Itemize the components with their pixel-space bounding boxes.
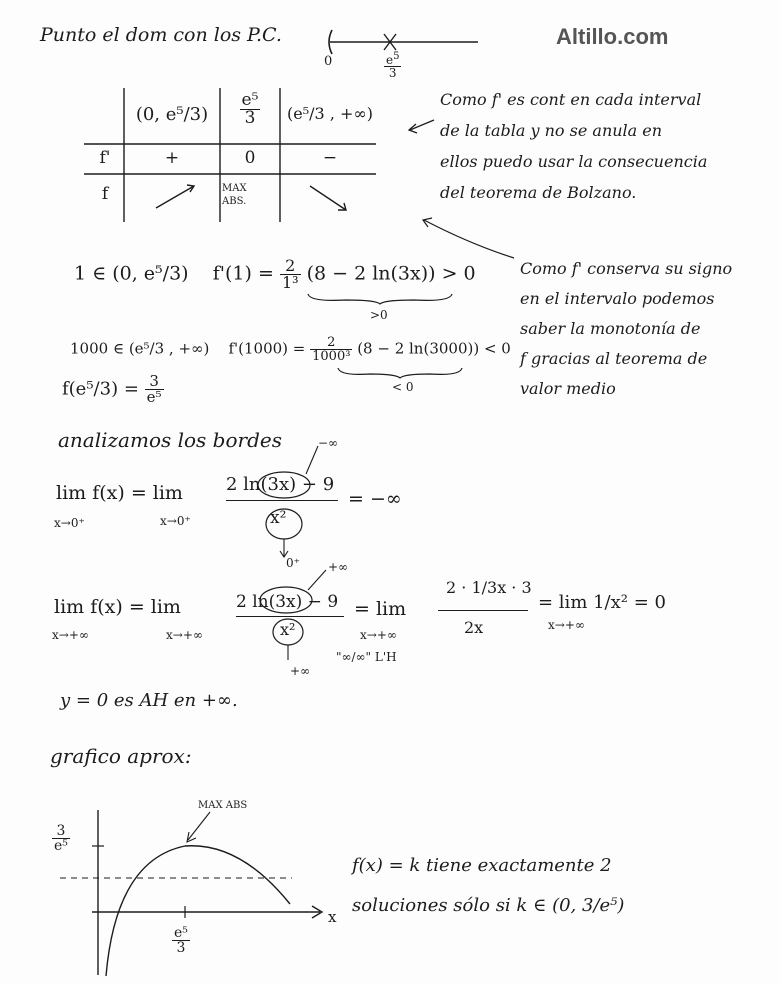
- table-row-label-fprime: f': [99, 148, 111, 168]
- lim2-eq-lim: = lim: [354, 598, 407, 620]
- table-sign-2: 0: [244, 148, 256, 168]
- lim2-mid-bar: [438, 610, 528, 611]
- lim2-den: x²: [280, 620, 296, 639]
- note-bolzano: [440, 84, 707, 208]
- graph-y-label: [52, 824, 70, 853]
- note-valor-medio: [520, 254, 732, 404]
- note2-line-2: en el intervalo podemos: [520, 289, 715, 308]
- note1-line-4: del teorema de Bolzano.: [440, 183, 637, 202]
- lim2-lhopital: "∞/∞" L'H: [336, 650, 397, 664]
- watermark: Altillo.com: [556, 24, 669, 49]
- lim2-sub4: x→+∞: [548, 618, 585, 632]
- eq-max-value: [62, 374, 164, 405]
- numberline-es3: [384, 52, 401, 79]
- table-col-2: [222, 92, 278, 127]
- graph-max-label: MAX ABS: [198, 800, 248, 811]
- table-row-label-f: f: [101, 184, 109, 204]
- note2-line-5: valor medio: [520, 379, 616, 398]
- eq2-left: 1000 ∈ (e⁵/3 , +∞): [70, 339, 210, 358]
- eq1-bracket: (8 − 2 ln(3x)) > 0: [306, 262, 476, 285]
- heading-grafico: grafico aprox:: [50, 744, 192, 768]
- lim2-sub1: x→+∞: [52, 628, 89, 642]
- lim1-num: 2 ln(3x) − 9: [226, 474, 335, 495]
- conclusion: [352, 846, 624, 926]
- graph-x-num: e⁵: [174, 925, 188, 941]
- conclusion-line-1: f(x) = k tiene exactamente 2: [352, 855, 612, 876]
- lim2-sub2: x→+∞: [166, 628, 203, 642]
- eq-sample-1: [74, 258, 476, 291]
- sketch-graph: [40, 800, 350, 980]
- function-curve: [106, 846, 290, 976]
- lim2-annotations: [246, 560, 356, 670]
- max-line-2: ABS.: [222, 196, 247, 207]
- max-line-1: MAX: [222, 183, 247, 194]
- note1-arrow: [400, 110, 440, 140]
- eq2-den: 1000³: [312, 349, 351, 364]
- lim1-note-top: −∞: [318, 436, 339, 450]
- note1-line-3: ellos puedo usar la consecuencia: [440, 152, 708, 171]
- note2-line-1: Como f' conserva su signo: [520, 259, 733, 278]
- lim2-num: 2 ln(3x) − 9: [236, 592, 339, 612]
- lim2-mid-den: 2x: [464, 618, 484, 637]
- lim1-annotations: [236, 440, 346, 570]
- lim2-note-top: +∞: [328, 560, 349, 574]
- lim2-mid-num: 2 · 1/3x · 3: [446, 578, 532, 597]
- eq2-brace: [336, 366, 466, 380]
- eq1-fprime: f'(1) =: [212, 262, 274, 285]
- lim1-result: = −∞: [348, 488, 402, 510]
- table-col-3: (e⁵/3 , +∞): [287, 104, 373, 123]
- lim2-lhs: lim f(x) = lim: [54, 596, 181, 618]
- note2-line-4: f gracias al teorema de: [520, 349, 708, 368]
- eq1-left: 1 ∈ (0, e⁵/3): [74, 262, 189, 285]
- table-max-abs: [222, 182, 262, 208]
- eq-sample-2: [70, 336, 511, 363]
- note1-line-1: Como f' es cont en cada interval: [440, 90, 702, 109]
- graph-axis-x: x: [328, 908, 337, 926]
- max-arrow: [188, 812, 210, 840]
- col2-num: e⁵: [241, 90, 259, 110]
- table-col-1: (0, e⁵/3): [135, 104, 209, 125]
- conclusion-line-2: soluciones sólo si k ∈ (0, 3/e⁵): [352, 895, 625, 916]
- lim1-sub2: x→0⁺: [160, 514, 191, 528]
- eq1-num: 2: [280, 258, 301, 275]
- graph-y-den: e⁵: [54, 838, 68, 854]
- lim1-lhs: lim f(x) = lim: [56, 482, 183, 504]
- note2-line-3: saber la monotonía de: [520, 319, 701, 338]
- table-sign-1: +: [164, 148, 180, 168]
- eq2-bracket: (8 − 2 ln(3000)) < 0: [357, 339, 511, 358]
- heading-bordes: analizamos los bordes: [58, 428, 282, 452]
- graph-x-label: [172, 926, 190, 955]
- eq3-num: 3: [145, 374, 164, 390]
- lim1-den: x²: [270, 508, 287, 528]
- lim2-tail: = lim 1/x² = 0: [538, 592, 666, 613]
- eq3-text: f(e⁵/3) =: [62, 378, 139, 400]
- page-title: Punto el dom con los P.C.: [40, 24, 282, 46]
- eq2-under: < 0: [392, 380, 414, 394]
- es-den: 3: [388, 66, 397, 80]
- note2-arrow: [410, 214, 520, 264]
- lim2-note-bottom: +∞: [290, 664, 311, 678]
- graph-x-den: 3: [176, 940, 186, 956]
- table-sign-3: −: [322, 148, 338, 168]
- eq2-fprime: f'(1000) =: [228, 339, 306, 358]
- sign-table: [84, 88, 379, 222]
- note1-line-2: de la tabla y no se anula en: [440, 121, 663, 140]
- es-exp: 5: [393, 51, 400, 62]
- eq1-den: 1³: [281, 273, 299, 292]
- lim1-note-bottom: 0⁺: [286, 556, 300, 570]
- col2-den: 3: [244, 108, 256, 128]
- eq1-under: >0: [370, 308, 388, 322]
- lim2-sub3: x→+∞: [360, 628, 397, 642]
- eq1-brace: [306, 292, 456, 306]
- asymptote-line: y = 0 es AH en +∞.: [60, 690, 238, 711]
- graph-y-num: 3: [52, 824, 70, 839]
- eq3-den: e⁵: [146, 388, 162, 406]
- lim1-sub1: x→0⁺: [54, 516, 85, 530]
- eq2-num: 2: [310, 336, 352, 350]
- es-base: e: [386, 53, 394, 67]
- numberline-zero: 0: [324, 54, 333, 69]
